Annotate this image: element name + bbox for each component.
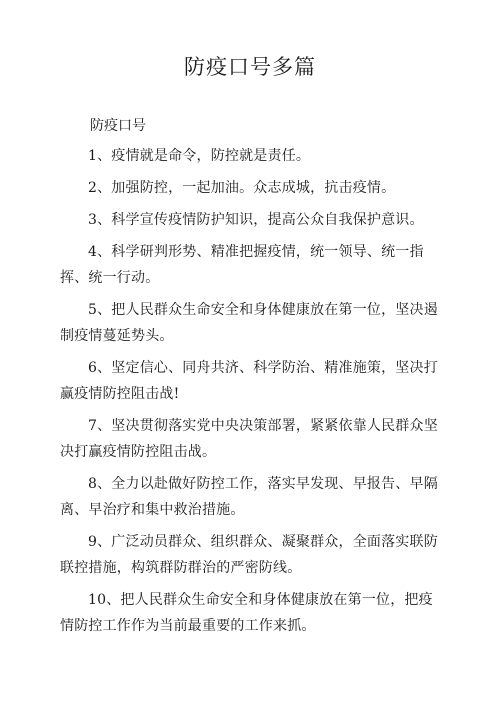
document-title: 防疫口号多篇 (184, 55, 316, 79)
section-heading: 防疫口号 (90, 118, 146, 134)
slogan-item-9: 9、广泛动员群众、组织群众、凝聚群众，全面落实联防联控措施，构筑群防群治的严密防线。 (60, 534, 438, 576)
slogan-item-6: 6、坚定信心、同舟共济、科学防治、精准施策，坚决打赢疫情防控阻击战! (60, 360, 438, 402)
slogan-list (60, 143, 446, 645)
slogan-item-4: 4、科学研判形势、精准把握疫情，统一领导、统一指挥、统一行动。 (60, 244, 424, 286)
slogan-item-10: 10、把人民群众生命安全和身体健康放在第一位，把疫情防控工作作为当前最重要的工作来抓。 (60, 592, 433, 634)
slogan-item-3: 3、科学宣传疫情防护知识，提高公众自我保护意识。 (88, 212, 424, 228)
slogan-item-7: 7、坚决贯彻落实党中央决策部署，紧紧依靠人民群众坚决打赢疫情防控阻击战。 (60, 418, 438, 460)
slogan-item-2: 2、加强防控，一起加油。众志成城，抗击疫情。 (88, 180, 396, 196)
slogan-item-1: 1、疫情就是命令，防控就是责任。 (88, 148, 311, 164)
slogan-item-5: 5、把人民群众生命安全和身体健康放在第一位，坚决遏制疫情蔓延势头。 (60, 302, 438, 344)
slogan-item-8: 8、全力以赴做好防控工作，落实早发现、早报告、早隔离、早治疗和集中救治措施。 (60, 476, 438, 518)
